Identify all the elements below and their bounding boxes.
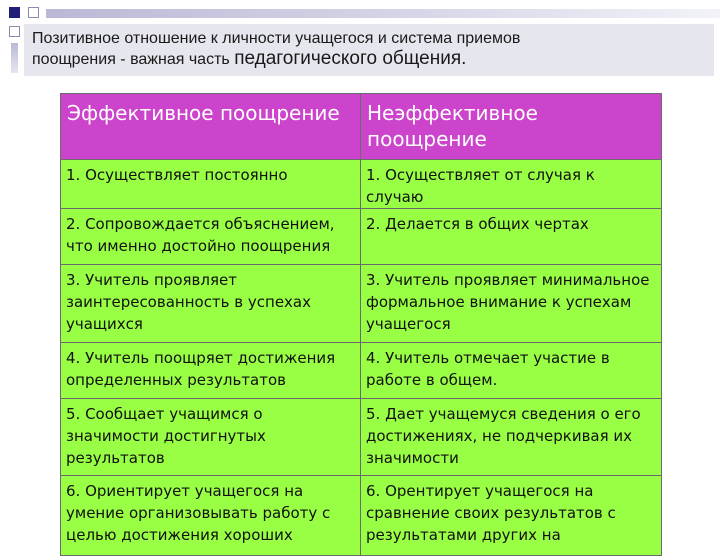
table-cell-effective: 4. Учитель поощряет достижения определенных результатов [61,343,361,399]
table-row [61,343,662,399]
title-line-1: Позитивное отношение к личности учащегося и система приемов [32,30,521,47]
decor-side-bar [11,43,18,73]
table-row [61,160,662,209]
table-row [61,399,662,476]
table-cell-effective: 6. Ориентирует учащегося на умение организовывать работу с целью достижения хороших [61,476,361,556]
table-cell-ineffective: 6. Орентирует учащегося на сравнение своих результатов с результатами других на [361,476,662,556]
title-line-2-emphasis: педагогического общения. [234,48,467,69]
table-cell-ineffective: 2. Делается в общих чертах [361,209,662,265]
slide-title [24,24,714,76]
decor-square-outline [28,7,39,18]
table-cell-ineffective: 4. Учитель отмечает участие в работе в общем. [361,343,662,399]
table-cell-ineffective: 5. Дает учащемуся сведения о его достижениях, не подчеркивая их значимости [361,399,662,476]
comparison-table [60,93,662,556]
decor-gradient-bar [46,9,720,18]
table-cell-ineffective: 1. Осуществляет от случая к случаю [361,160,662,209]
table-cell-effective: 2. Сопровождается объяснением, что именно достойно поощрения [61,209,361,265]
column-header-effective: Эффективное поощрение [61,94,361,160]
column-header-ineffective: Неэффективное поощрение [361,94,662,160]
decor-square-filled [9,7,20,18]
table-cell-effective: 5. Сообщает учащимся о значимости достигнутых результатов [61,399,361,476]
table-cell-ineffective: 3. Учитель проявляет минимальное формальное внимание к успехам учащегося [361,265,662,343]
table-row [61,265,662,343]
table-row [61,476,662,556]
title-line-2-start: поощрения - важная часть [32,51,235,68]
table-header-row [61,94,662,160]
table-cell-effective: 1. Осуществляет постоянно [61,160,361,209]
table-row [61,209,662,265]
table-cell-effective: 3. Учитель проявляет заинтересованность в успехах учащихся [61,265,361,343]
title-line-2 [32,49,706,70]
decor-square-outline [9,26,20,37]
